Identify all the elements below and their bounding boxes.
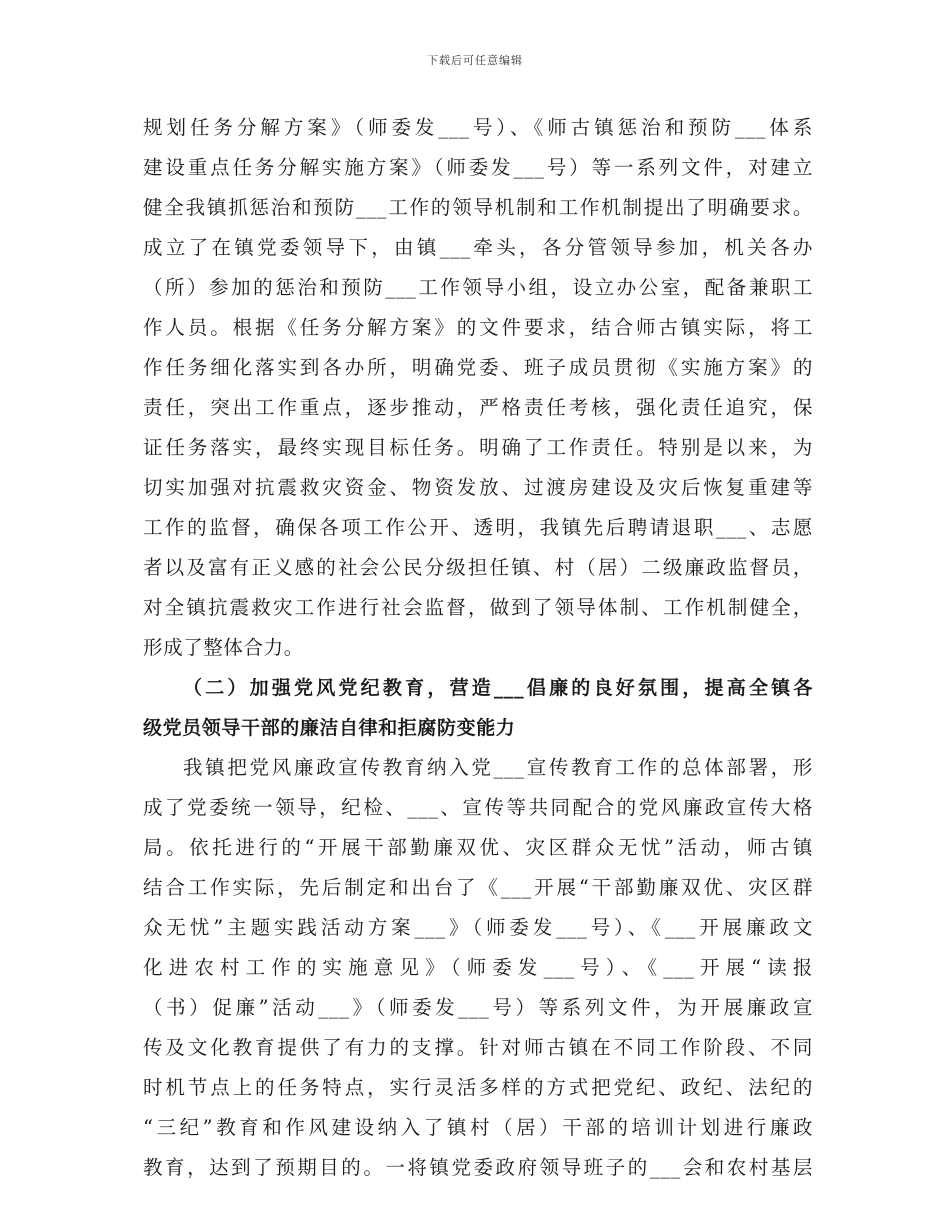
paragraph-line: 传及文化教育提供了有力的支撑。针对师古镇在不同工作阶段、不同 xyxy=(143,1036,813,1059)
paragraph-line: “三纪”教育和作风建设纳入了镇村（居）干部的培训计划进行廉政 xyxy=(143,1116,813,1139)
paragraph-line: 工作的监督，确保各项工作公开、透明，我镇先后聘请退职___、志愿 xyxy=(143,516,813,539)
paragraph-line: （书）促廉”活动___》（师委发___号）等系列文件，为开展廉政宣 xyxy=(143,996,813,1019)
section-heading-line: （二）加强党风党纪教育，营造___倡廉的良好氛围，提高全镇各 xyxy=(183,677,813,699)
paragraph-line: 化进农村工作的实施意见》（师委发___号）、《___开展“读报 xyxy=(143,956,813,979)
paragraph-line: 者以及富有正义感的社会公民分级担任镇、村（居）二级廉政监督员， xyxy=(143,556,813,579)
paragraph-line: 成立了在镇党委领导下，由镇___牵头，各分管领导参加，机关各办 xyxy=(143,236,813,259)
paragraph-line: 作人员。根据《任务分解方案》的文件要求，结合师古镇实际，将工 xyxy=(143,316,813,339)
paragraph-line: 作任务细化落实到各办所，明确党委、班子成员贯彻《实施方案》的 xyxy=(143,356,813,379)
paragraph-line: 局。依托进行的“开展干部勤廉双优、灾区群众无忧”活动，师古镇 xyxy=(143,836,813,859)
paragraph-line: 众无忧”主题实践活动方案___》（师委发___号）、《___开展廉政文 xyxy=(143,916,813,939)
page-header-note: 下载后可任意编辑 xyxy=(427,54,523,67)
paragraph-line: 时机节点上的任务特点，实行灵活多样的方式把党纪、政纪、法纪的 xyxy=(143,1076,813,1099)
paragraph-line: 责任，突出工作重点，逐步推动，严格责任考核，强化责任追究，保 xyxy=(143,396,813,419)
paragraph-line: （所）参加的惩治和预防___工作领导小组，设立办公室，配备兼职工 xyxy=(143,276,813,299)
document-body xyxy=(143,108,813,1188)
paragraph-line: 成了党委统一领导，纪检、___、宣传等共同配合的党风廉政宣传大格 xyxy=(143,796,813,819)
paragraph-line: 我镇把党风廉政宣传教育纳入党___宣传教育工作的总体部署，形 xyxy=(183,756,813,779)
paragraph-line: 健全我镇抓惩治和预防___工作的领导机制和工作机制提出了明确要求。 xyxy=(143,196,813,219)
paragraph-line: 教育，达到了预期目的。一将镇党委政府领导班子的___会和农村基层 xyxy=(143,1156,813,1179)
paragraph-line: 规划任务分解方案》（师委发___号）、《师古镇惩治和预防___体系 xyxy=(143,116,813,139)
paragraph-line: 形成了整体合力。 xyxy=(143,636,304,659)
paragraph-line: 建设重点任务分解实施方案》（师委发___号）等一系列文件，对建立 xyxy=(143,156,813,179)
section-heading-line: 级党员领导干部的廉洁自律和拒腐防变能力 xyxy=(143,717,516,739)
paragraph-line: 证任务落实，最终实现目标任务。明确了工作责任。特别是以来，为 xyxy=(143,436,813,459)
paragraph-line: 切实加强对抗震救灾资金、物资发放、过渡房建设及灾后恢复重建等 xyxy=(143,476,813,499)
paragraph-line: 结合工作实际，先后制定和出台了《___开展“干部勤廉双优、灾区群 xyxy=(143,876,813,899)
paragraph-line: 对全镇抗震救灾工作进行社会监督，做到了领导体制、工作机制健全， xyxy=(143,596,813,619)
